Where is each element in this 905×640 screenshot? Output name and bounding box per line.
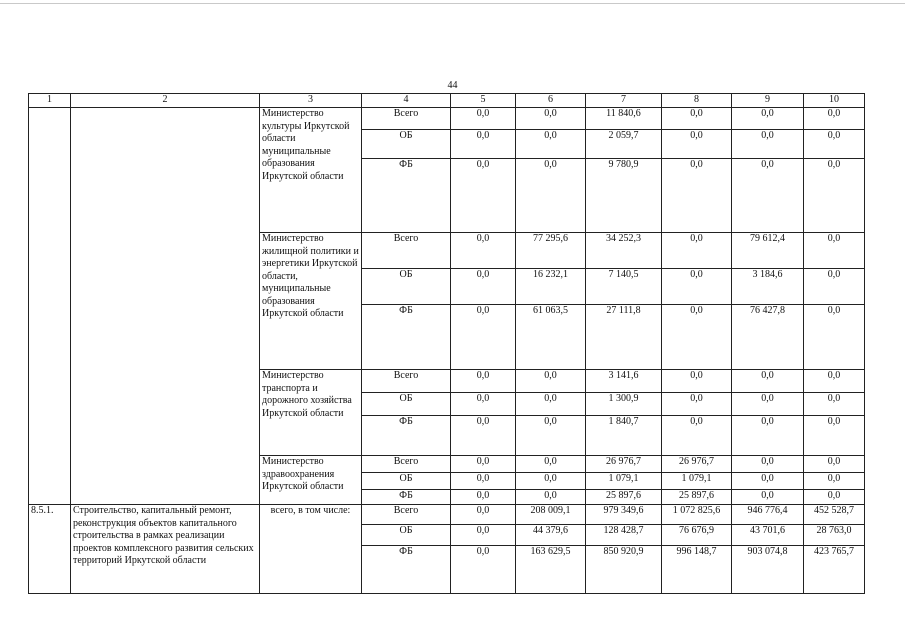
executor-housing: Министерство жилищной политики и энергетики Иркутской области, муниципальные образования Иркутской области (260, 233, 362, 370)
value-cell: 1 840,7 (586, 416, 662, 456)
page-number: 44 (447, 80, 458, 91)
value-cell: 850 920,9 (586, 546, 662, 594)
value-cell: 0,0 (732, 159, 804, 233)
value-cell: 0,0 (804, 159, 865, 233)
value-cell: 0,0 (732, 473, 804, 490)
value-cell: 43 701,6 (732, 525, 804, 546)
value-cell: 208 009,1 (516, 505, 586, 525)
value-cell: 76 427,8 (732, 305, 804, 370)
value-cell: 0,0 (516, 108, 586, 130)
col-header-2: 2 (71, 94, 260, 108)
value-cell: 452 528,7 (804, 505, 865, 525)
value-cell: 128 428,7 (586, 525, 662, 546)
value-cell: 25 897,6 (586, 490, 662, 505)
item-name-cell (71, 108, 260, 505)
value-cell: 0,0 (662, 269, 732, 305)
value-cell: 0,0 (516, 159, 586, 233)
value-cell: 1 300,9 (586, 393, 662, 416)
value-cell: 979 349,6 (586, 505, 662, 525)
value-cell: 76 676,9 (662, 525, 732, 546)
col-header-9: 9 (732, 94, 804, 108)
source-cell: Всего (362, 456, 451, 473)
header-row (29, 94, 865, 108)
value-cell: 0,0 (662, 159, 732, 233)
source-cell: ФБ (362, 159, 451, 233)
value-cell: 946 776,4 (732, 505, 804, 525)
value-cell: 16 232,1 (516, 269, 586, 305)
value-cell: 7 140,5 (586, 269, 662, 305)
value-cell: 0,0 (732, 108, 804, 130)
source-cell: Всего (362, 233, 451, 269)
value-cell: 1 079,1 (662, 473, 732, 490)
value-cell: 0,0 (804, 130, 865, 159)
value-cell: 1 072 825,6 (662, 505, 732, 525)
value-cell: 0,0 (516, 370, 586, 393)
value-cell: 0,0 (732, 370, 804, 393)
value-cell: 0,0 (451, 370, 516, 393)
source-cell: Всего (362, 505, 451, 525)
budget-table (28, 93, 865, 594)
value-cell: 61 063,5 (516, 305, 586, 370)
value-cell: 0,0 (451, 505, 516, 525)
table-row (29, 505, 865, 525)
value-cell: 0,0 (451, 269, 516, 305)
value-cell: 903 074,8 (732, 546, 804, 594)
value-cell: 0,0 (451, 416, 516, 456)
source-cell: ОБ (362, 130, 451, 159)
source-cell: ФБ (362, 416, 451, 456)
value-cell: 1 079,1 (586, 473, 662, 490)
value-cell: 0,0 (804, 416, 865, 456)
value-cell: 0,0 (732, 416, 804, 456)
value-cell: 79 612,4 (732, 233, 804, 269)
col-header-1: 1 (29, 94, 71, 108)
value-cell: 0,0 (662, 130, 732, 159)
value-cell: 0,0 (451, 233, 516, 269)
col-header-8: 8 (662, 94, 732, 108)
col-header-3: 3 (260, 94, 362, 108)
value-cell: 25 897,6 (662, 490, 732, 505)
item-name: Строительство, капитальный ремонт, реконструкция объектов капитального строительства в рамках реализации проектов комплексного развития сельских территорий Иркутской области (71, 505, 260, 594)
value-cell: 0,0 (516, 130, 586, 159)
value-cell: 0,0 (662, 393, 732, 416)
value-cell: 11 840,6 (586, 108, 662, 130)
source-cell: Всего (362, 370, 451, 393)
table-row (29, 108, 865, 130)
value-cell: 163 629,5 (516, 546, 586, 594)
value-cell: 0,0 (516, 490, 586, 505)
value-cell: 0,0 (804, 370, 865, 393)
value-cell: 28 763,0 (804, 525, 865, 546)
source-cell: ФБ (362, 305, 451, 370)
col-header-10: 10 (804, 94, 865, 108)
value-cell: 996 148,7 (662, 546, 732, 594)
value-cell: 3 184,6 (732, 269, 804, 305)
source-cell: ФБ (362, 546, 451, 594)
value-cell: 423 765,7 (804, 546, 865, 594)
value-cell: 26 976,7 (586, 456, 662, 473)
source-cell: ОБ (362, 525, 451, 546)
col-header-7: 7 (586, 94, 662, 108)
value-cell: 27 111,8 (586, 305, 662, 370)
source-cell: ОБ (362, 269, 451, 305)
value-cell: 0,0 (451, 130, 516, 159)
value-cell: 0,0 (804, 393, 865, 416)
value-cell: 0,0 (804, 269, 865, 305)
executor-culture: Министерство культуры Иркутской области муниципальные образования Иркутской области (260, 108, 362, 233)
value-cell: 34 252,3 (586, 233, 662, 269)
value-cell: 0,0 (516, 473, 586, 490)
value-cell: 3 141,6 (586, 370, 662, 393)
scan-top-edge (0, 3, 905, 4)
item-executor: всего, в том числе: (260, 505, 362, 594)
value-cell: 0,0 (732, 490, 804, 505)
executor-health: Министерство здравоохранения Иркутской области (260, 456, 362, 505)
source-cell: Всего (362, 108, 451, 130)
value-cell: 0,0 (804, 108, 865, 130)
value-cell: 0,0 (451, 546, 516, 594)
value-cell: 0,0 (662, 233, 732, 269)
value-cell: 0,0 (662, 305, 732, 370)
col-header-5: 5 (451, 94, 516, 108)
value-cell: 0,0 (804, 233, 865, 269)
value-cell: 0,0 (451, 159, 516, 233)
source-cell: ФБ (362, 490, 451, 505)
value-cell: 0,0 (451, 473, 516, 490)
value-cell: 0,0 (804, 305, 865, 370)
source-cell: ОБ (362, 473, 451, 490)
value-cell: 44 379,6 (516, 525, 586, 546)
value-cell: 0,0 (732, 393, 804, 416)
item-number: 8.5.1. (29, 505, 71, 594)
value-cell: 0,0 (662, 108, 732, 130)
value-cell: 9 780,9 (586, 159, 662, 233)
value-cell: 0,0 (451, 393, 516, 416)
value-cell: 0,0 (516, 456, 586, 473)
value-cell: 0,0 (451, 490, 516, 505)
value-cell: 0,0 (804, 490, 865, 505)
item-number-cell (29, 108, 71, 505)
value-cell: 77 295,6 (516, 233, 586, 269)
value-cell: 0,0 (732, 130, 804, 159)
value-cell: 0,0 (662, 370, 732, 393)
col-header-6: 6 (516, 94, 586, 108)
executor-transport: Министерство транспорта и дорожного хозяйства Иркутской области (260, 370, 362, 456)
value-cell: 0,0 (804, 456, 865, 473)
value-cell: 0,0 (451, 108, 516, 130)
value-cell: 0,0 (451, 305, 516, 370)
value-cell: 0,0 (451, 456, 516, 473)
value-cell: 26 976,7 (662, 456, 732, 473)
value-cell: 0,0 (451, 525, 516, 546)
value-cell: 0,0 (732, 456, 804, 473)
value-cell: 2 059,7 (586, 130, 662, 159)
source-cell: ОБ (362, 393, 451, 416)
value-cell: 0,0 (516, 393, 586, 416)
value-cell: 0,0 (516, 416, 586, 456)
value-cell: 0,0 (804, 473, 865, 490)
value-cell: 0,0 (662, 416, 732, 456)
col-header-4: 4 (362, 94, 451, 108)
